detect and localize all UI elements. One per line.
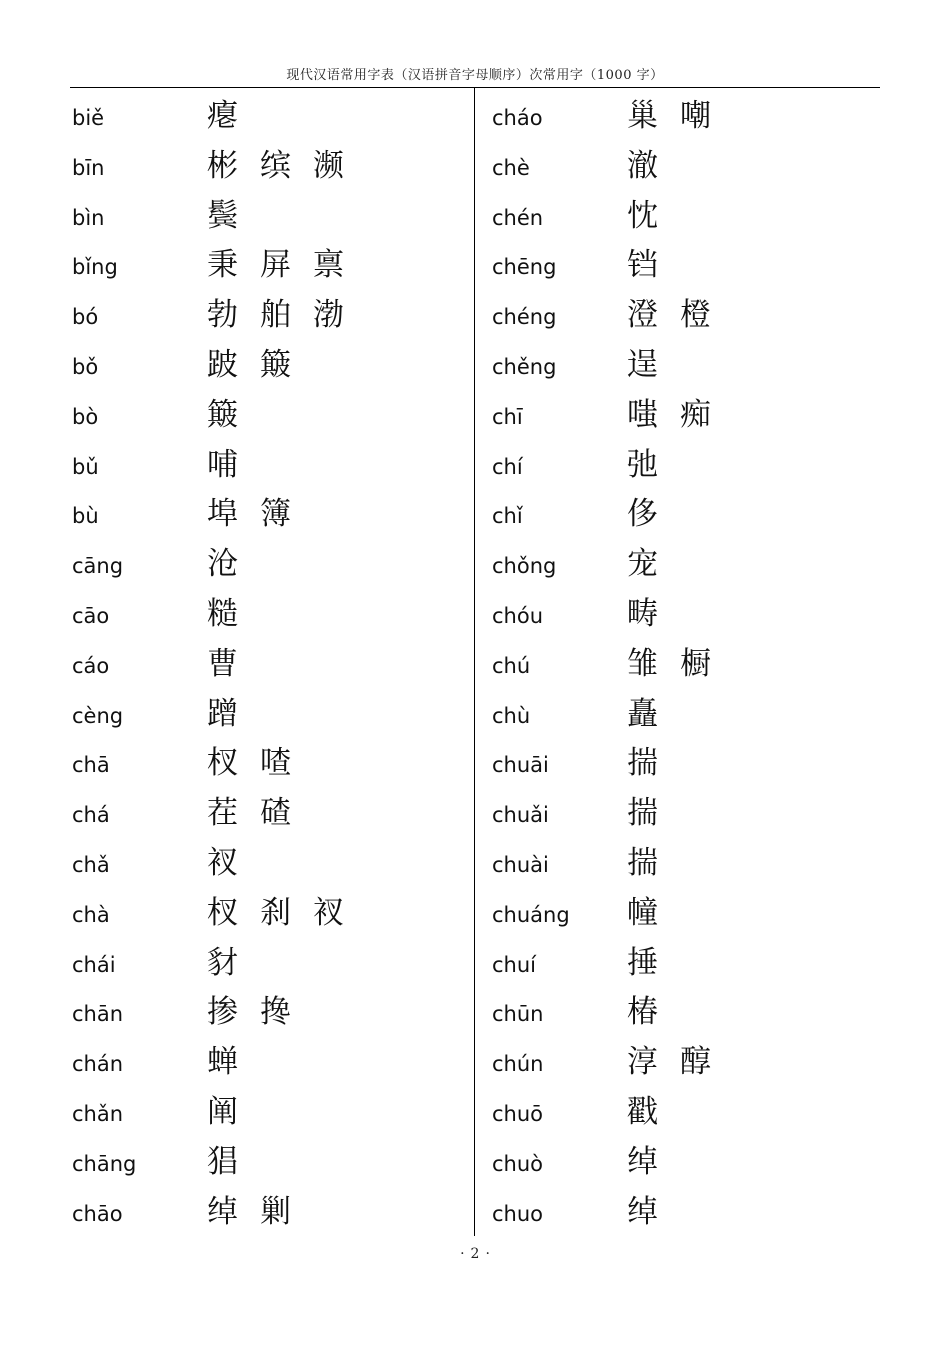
entry-row — [72, 441, 452, 491]
entry-row — [492, 640, 872, 690]
character-list — [207, 992, 313, 1032]
hanzi-character: 埠 — [207, 496, 238, 533]
entry-row — [72, 789, 452, 839]
pinyin-label: chān — [72, 1002, 124, 1027]
character-list — [627, 843, 680, 883]
character-list — [207, 644, 260, 684]
character-list — [627, 1042, 733, 1082]
page-number: 2 — [470, 1246, 480, 1262]
pinyin-label: chī — [492, 404, 523, 429]
entry-row — [72, 490, 452, 540]
pinyin-label: chán — [72, 1052, 124, 1077]
pinyin-label: chuáng — [492, 902, 570, 927]
character-list — [207, 544, 260, 584]
hanzi-character: 剿 — [260, 1193, 291, 1230]
hanzi-character: 瘪 — [207, 98, 238, 134]
hanzi-character: 绰 — [627, 1193, 658, 1230]
character-list — [207, 893, 366, 933]
entry-row — [72, 590, 452, 640]
entry-row — [72, 192, 452, 242]
hanzi-character: 逞 — [627, 346, 658, 383]
pinyin-label: cáo — [72, 653, 110, 678]
hanzi-character: 揣 — [627, 844, 658, 881]
character-list — [627, 943, 680, 983]
entry-row — [492, 341, 872, 391]
hanzi-character: 揣 — [627, 745, 658, 782]
entry-row — [72, 988, 452, 1038]
hanzi-character: 嘲 — [680, 98, 711, 134]
character-list — [627, 1142, 680, 1182]
hanzi-character: 蹭 — [207, 695, 238, 732]
entry-row — [72, 391, 452, 441]
entry-row — [492, 540, 872, 590]
character-list — [627, 743, 680, 783]
character-list — [627, 345, 680, 385]
hanzi-character: 彬 — [207, 147, 238, 184]
pinyin-label: chén — [492, 205, 544, 230]
pinyin-label: chuí — [492, 952, 536, 977]
entry-row — [492, 1188, 872, 1238]
character-list — [207, 445, 260, 485]
character-list — [207, 1042, 260, 1082]
pinyin-label: chǒng — [492, 554, 557, 579]
pinyin-label: chēng — [492, 255, 557, 280]
hanzi-character: 橱 — [680, 645, 711, 682]
entry-row — [72, 92, 452, 142]
footer-dot-left: · — [460, 1246, 465, 1262]
hanzi-character: 掺 — [207, 994, 238, 1031]
entry-row — [72, 939, 452, 989]
pinyin-label: chuǎi — [492, 803, 549, 828]
character-list — [627, 196, 680, 236]
entry-row — [492, 889, 872, 939]
pinyin-label: chuo — [492, 1201, 544, 1226]
pinyin-label: bó — [72, 305, 99, 330]
pinyin-label: chéng — [492, 305, 557, 330]
hanzi-character: 弛 — [627, 446, 658, 483]
character-list — [627, 694, 680, 734]
hanzi-character: 戳 — [627, 1093, 658, 1130]
hanzi-character: 椿 — [627, 994, 658, 1031]
hanzi-character: 簸 — [207, 396, 238, 433]
character-list — [207, 1192, 313, 1232]
hanzi-character: 簿 — [260, 496, 291, 533]
character-list — [627, 245, 680, 285]
hanzi-character: 绰 — [627, 1143, 658, 1180]
pinyin-label: chā — [72, 753, 110, 778]
entry-row — [492, 1138, 872, 1188]
pinyin-label: cháo — [492, 106, 543, 130]
entry-row — [72, 142, 452, 192]
hanzi-character: 澄 — [627, 297, 658, 334]
hanzi-character: 碴 — [260, 795, 291, 832]
character-list — [207, 1092, 260, 1132]
hanzi-character: 侈 — [627, 496, 658, 533]
pinyin-label: bǒ — [72, 354, 99, 379]
hanzi-character: 巢 — [627, 98, 658, 134]
hanzi-character: 缤 — [260, 147, 291, 184]
character-list — [627, 96, 733, 136]
entry-row — [492, 839, 872, 889]
pinyin-label: chí — [492, 454, 523, 479]
character-list — [627, 146, 680, 186]
hanzi-character: 衩 — [313, 894, 344, 931]
character-list — [627, 793, 680, 833]
pinyin-label: bǐng — [72, 255, 118, 280]
pinyin-label: chù — [492, 703, 531, 728]
character-list — [207, 196, 260, 236]
entry-row — [492, 690, 872, 740]
hanzi-character: 豺 — [207, 944, 238, 981]
character-list — [627, 445, 680, 485]
hanzi-character: 渤 — [313, 297, 344, 334]
character-list — [207, 943, 260, 983]
pinyin-label: biě — [72, 106, 105, 130]
entry-row — [492, 789, 872, 839]
entry-row — [72, 1088, 452, 1138]
entry-row — [72, 1188, 452, 1238]
footer-dot-right: · — [485, 1246, 490, 1262]
character-list — [207, 694, 260, 734]
entry-row — [492, 192, 872, 242]
hanzi-character: 捶 — [627, 944, 658, 981]
right-column — [492, 92, 872, 1237]
character-list — [627, 644, 733, 684]
hanzi-character: 忱 — [627, 197, 658, 234]
column-divider — [474, 88, 475, 1236]
pinyin-label: chāng — [72, 1151, 137, 1176]
hanzi-character: 澈 — [627, 147, 658, 184]
hanzi-character: 揣 — [627, 795, 658, 832]
entry-row — [492, 291, 872, 341]
entry-row — [72, 291, 452, 341]
hanzi-character: 绰 — [207, 1193, 238, 1230]
hanzi-character: 淳 — [627, 1044, 658, 1081]
hanzi-character: 搀 — [260, 994, 291, 1031]
entry-row — [492, 1088, 872, 1138]
pinyin-label: bù — [72, 504, 99, 529]
pinyin-label: chái — [72, 952, 116, 977]
entry-row — [492, 939, 872, 989]
page-footer — [0, 1246, 950, 1262]
hanzi-character: 沧 — [207, 546, 238, 583]
pinyin-label: cāo — [72, 603, 110, 628]
pinyin-label: chú — [492, 653, 531, 678]
entry-row — [72, 739, 452, 789]
character-list — [627, 1092, 680, 1132]
entry-row — [72, 341, 452, 391]
pinyin-label: bǔ — [72, 454, 99, 479]
hanzi-character: 阐 — [207, 1093, 238, 1130]
hanzi-character: 痴 — [680, 396, 711, 433]
entry-row — [72, 241, 452, 291]
pinyin-label: bīn — [72, 155, 105, 180]
character-list — [207, 146, 366, 186]
entry-row — [492, 92, 872, 142]
hanzi-character: 醇 — [680, 1044, 711, 1081]
hanzi-character: 畴 — [627, 595, 658, 632]
pinyin-label: cèng — [72, 703, 124, 728]
pinyin-label: chǐ — [492, 504, 523, 529]
entry-row — [492, 1038, 872, 1088]
pinyin-label: chūn — [492, 1002, 544, 1027]
character-list — [207, 843, 260, 883]
page-header-title: 现代汉语常用字表（汉语拼音字母顺序）次常用字（1000 字） — [286, 68, 664, 83]
pinyin-label: chuò — [492, 1151, 544, 1176]
hanzi-character: 禀 — [313, 247, 344, 284]
character-list — [207, 295, 366, 335]
hanzi-character: 茬 — [207, 795, 238, 832]
entry-row — [72, 1138, 452, 1188]
entry-row — [492, 241, 872, 291]
left-column — [72, 92, 452, 1237]
hanzi-character: 糙 — [207, 595, 238, 632]
hanzi-character: 簸 — [260, 346, 291, 383]
pinyin-label: chāo — [72, 1201, 123, 1226]
hanzi-character: 刹 — [260, 894, 291, 931]
header-divider — [70, 87, 880, 88]
character-list — [627, 594, 680, 634]
hanzi-character: 濒 — [313, 147, 344, 184]
pinyin-label: chè — [492, 155, 530, 180]
hanzi-character: 秉 — [207, 247, 238, 284]
hanzi-character: 橙 — [680, 297, 711, 334]
pinyin-label: chà — [72, 902, 110, 927]
character-list — [207, 96, 260, 136]
pinyin-label: chǎn — [72, 1101, 124, 1126]
hanzi-character: 幢 — [627, 894, 658, 931]
hanzi-character: 雏 — [627, 645, 658, 682]
hanzi-character: 宠 — [627, 546, 658, 583]
hanzi-character: 跛 — [207, 346, 238, 383]
hanzi-character: 铛 — [627, 247, 658, 284]
hanzi-character: 曹 — [207, 645, 238, 682]
character-list — [207, 594, 260, 634]
hanzi-character: 屏 — [260, 247, 291, 284]
hanzi-character: 衩 — [207, 844, 238, 881]
character-list — [627, 544, 680, 584]
character-list — [207, 345, 313, 385]
character-list — [627, 395, 733, 435]
pinyin-label: bò — [72, 404, 99, 429]
entry-row — [72, 540, 452, 590]
pinyin-label: chóu — [492, 603, 544, 628]
entry-row — [72, 690, 452, 740]
entry-row — [492, 988, 872, 1038]
pinyin-label: chuài — [492, 852, 549, 877]
character-list — [627, 494, 680, 534]
pinyin-label: chuō — [492, 1101, 544, 1126]
entry-row — [492, 441, 872, 491]
hanzi-character: 矗 — [627, 695, 658, 732]
hanzi-character: 哺 — [207, 446, 238, 483]
pinyin-label: bìn — [72, 205, 105, 230]
hanzi-character: 舶 — [260, 297, 291, 334]
character-list — [207, 245, 366, 285]
pinyin-label: chǎ — [72, 852, 110, 877]
entry-row — [492, 391, 872, 441]
hanzi-character: 嗤 — [627, 396, 658, 433]
pinyin-label: chuāi — [492, 753, 549, 778]
entry-row — [492, 142, 872, 192]
hanzi-character: 喳 — [260, 745, 291, 782]
entry-row — [72, 1038, 452, 1088]
hanzi-character: 勃 — [207, 297, 238, 334]
hanzi-character: 猖 — [207, 1143, 238, 1180]
hanzi-character: 蝉 — [207, 1044, 238, 1081]
character-list — [207, 1142, 260, 1182]
pinyin-label: chá — [72, 803, 110, 828]
pinyin-label: chěng — [492, 354, 557, 379]
pinyin-label: cāng — [72, 554, 124, 579]
character-list — [627, 1192, 680, 1232]
pinyin-label: chún — [492, 1052, 544, 1077]
character-list — [627, 295, 733, 335]
entry-row — [72, 640, 452, 690]
entry-row — [72, 839, 452, 889]
entry-row — [72, 889, 452, 939]
hanzi-character: 杈 — [207, 745, 238, 782]
entry-row — [492, 739, 872, 789]
character-list — [207, 395, 260, 435]
character-list — [207, 793, 313, 833]
character-list — [207, 743, 313, 783]
hanzi-character: 鬓 — [207, 197, 238, 234]
character-list — [207, 494, 313, 534]
hanzi-character: 杈 — [207, 894, 238, 931]
entry-row — [492, 490, 872, 540]
character-list — [627, 893, 680, 933]
character-list — [627, 992, 680, 1032]
entry-row — [492, 590, 872, 640]
